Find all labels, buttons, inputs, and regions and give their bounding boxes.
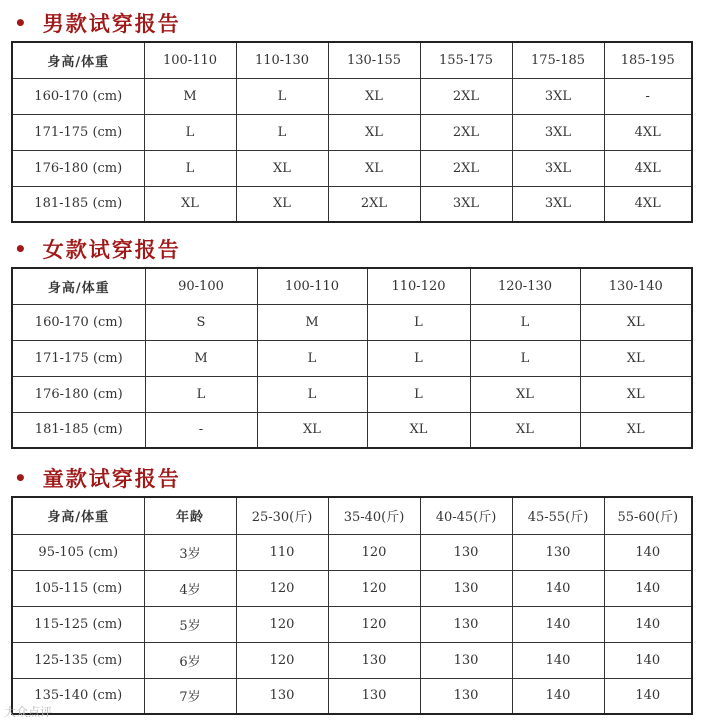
table-cell: 2XL <box>420 114 512 150</box>
table-cell: XL <box>470 376 580 412</box>
table-header-row <box>12 497 692 534</box>
table-row <box>12 186 692 222</box>
table-row <box>12 376 692 412</box>
table-cell: 3岁 <box>144 534 236 570</box>
header-cell: 55-60(斤) <box>604 497 692 534</box>
table-cell: 120 <box>236 606 328 642</box>
table-cell: 3XL <box>512 114 604 150</box>
header-cell: 身高/体重 <box>12 497 144 534</box>
table-row <box>12 114 692 150</box>
table-cell: 120 <box>328 570 420 606</box>
table-cell: 171-175 (cm) <box>12 340 145 376</box>
header-cell: 45-55(斤) <box>512 497 604 534</box>
table-cell: 2XL <box>420 150 512 186</box>
table-cell: L <box>144 150 236 186</box>
table-cell: L <box>145 376 257 412</box>
table-cell: 140 <box>512 606 604 642</box>
table-row <box>12 340 692 376</box>
table-cell: 176-180 (cm) <box>12 376 145 412</box>
table-cell: XL <box>236 150 328 186</box>
table-cell: 140 <box>604 678 692 714</box>
table-cell: 140 <box>512 642 604 678</box>
table-cell: 4XL <box>604 150 692 186</box>
table-cell: 115-125 (cm) <box>12 606 144 642</box>
table-cell: XL <box>328 114 420 150</box>
table-cell: 120 <box>328 606 420 642</box>
table-cell: L <box>257 376 367 412</box>
header-cell: 100-110 <box>257 268 367 304</box>
table-cell: L <box>257 340 367 376</box>
table-row <box>12 606 692 642</box>
header-cell: 130-140 <box>580 268 692 304</box>
table-header-row <box>12 268 692 304</box>
table-cell: 140 <box>604 534 692 570</box>
header-cell: 身高/体重 <box>12 268 145 304</box>
table-cell: 110 <box>236 534 328 570</box>
table-cell: XL <box>328 150 420 186</box>
table-cell: S <box>145 304 257 340</box>
table-cell: - <box>145 412 257 448</box>
header-cell: 25-30(斤) <box>236 497 328 534</box>
table-cell: - <box>604 78 692 114</box>
bullet-icon: • <box>14 237 29 261</box>
table-cell: 160-170 (cm) <box>12 78 144 114</box>
table-cell: XL <box>470 412 580 448</box>
table-cell: XL <box>580 376 692 412</box>
table-row <box>12 570 692 606</box>
table-cell: 130 <box>420 606 512 642</box>
table-cell: L <box>367 340 470 376</box>
header-cell: 130-155 <box>328 42 420 78</box>
table-cell: XL <box>580 412 692 448</box>
header-cell: 100-110 <box>144 42 236 78</box>
table-cell: XL <box>144 186 236 222</box>
table-cell: L <box>144 114 236 150</box>
women-size-table <box>11 267 693 449</box>
table-cell: 130 <box>420 642 512 678</box>
table-cell: 130 <box>236 678 328 714</box>
men-title-text: 男款试穿报告 <box>42 11 181 36</box>
table-cell: 125-135 (cm) <box>12 642 144 678</box>
table-cell: 140 <box>512 570 604 606</box>
men-size-table <box>11 41 693 223</box>
table-cell: 171-175 (cm) <box>12 114 144 150</box>
table-cell: 6岁 <box>144 642 236 678</box>
table-cell: L <box>367 304 470 340</box>
table-cell: 3XL <box>420 186 512 222</box>
table-row <box>12 642 692 678</box>
bullet-icon: • <box>14 466 29 490</box>
header-cell: 175-185 <box>512 42 604 78</box>
header-cell: 155-175 <box>420 42 512 78</box>
table-row <box>12 78 692 114</box>
table-cell: 130 <box>328 642 420 678</box>
table-cell: 181-185 (cm) <box>12 412 145 448</box>
table-cell: XL <box>580 304 692 340</box>
table-cell: 130 <box>512 534 604 570</box>
table-cell: 4XL <box>604 114 692 150</box>
table-cell: 5岁 <box>144 606 236 642</box>
men-section-title <box>14 10 181 36</box>
table-cell: 140 <box>604 570 692 606</box>
table-cell: 105-115 (cm) <box>12 570 144 606</box>
header-cell: 40-45(斤) <box>420 497 512 534</box>
table-cell: 120 <box>236 642 328 678</box>
kids-size-table <box>11 496 693 715</box>
table-cell: 140 <box>604 606 692 642</box>
watermark: 大众点评 <box>4 705 53 719</box>
table-cell: L <box>470 304 580 340</box>
table-cell: 4岁 <box>144 570 236 606</box>
header-cell: 185-195 <box>604 42 692 78</box>
table-cell: 3XL <box>512 150 604 186</box>
table-cell: 2XL <box>328 186 420 222</box>
table-cell: 95-105 (cm) <box>12 534 144 570</box>
header-cell: 90-100 <box>145 268 257 304</box>
table-cell: 3XL <box>512 186 604 222</box>
table-cell: M <box>145 340 257 376</box>
kids-title-text: 童款试穿报告 <box>42 466 181 491</box>
women-section-title <box>14 236 181 262</box>
table-cell: M <box>144 78 236 114</box>
bullet-icon: • <box>14 11 29 35</box>
table-row <box>12 534 692 570</box>
table-row <box>12 412 692 448</box>
table-cell: 130 <box>420 570 512 606</box>
table-row <box>12 304 692 340</box>
table-cell: M <box>257 304 367 340</box>
header-cell: 110-120 <box>367 268 470 304</box>
table-row <box>12 150 692 186</box>
table-cell: 2XL <box>420 78 512 114</box>
table-cell: 130 <box>328 678 420 714</box>
women-title-text: 女款试穿报告 <box>42 237 181 262</box>
table-row <box>12 678 692 714</box>
table-cell: 135-140 (cm) <box>12 678 144 714</box>
table-cell: 181-185 (cm) <box>12 186 144 222</box>
table-cell: 130 <box>420 534 512 570</box>
table-cell: 140 <box>604 642 692 678</box>
table-cell: 120 <box>328 534 420 570</box>
table-cell: L <box>236 78 328 114</box>
table-header-row <box>12 42 692 78</box>
table-cell: L <box>470 340 580 376</box>
table-cell: XL <box>580 340 692 376</box>
table-cell: XL <box>328 78 420 114</box>
table-cell: L <box>236 114 328 150</box>
header-cell: 120-130 <box>470 268 580 304</box>
table-cell: 176-180 (cm) <box>12 150 144 186</box>
table-cell: 120 <box>236 570 328 606</box>
table-cell: 130 <box>420 678 512 714</box>
table-cell: L <box>367 376 470 412</box>
table-cell: XL <box>257 412 367 448</box>
header-cell: 年龄 <box>144 497 236 534</box>
table-cell: 7岁 <box>144 678 236 714</box>
header-cell: 110-130 <box>236 42 328 78</box>
table-cell: 3XL <box>512 78 604 114</box>
table-cell: 160-170 (cm) <box>12 304 145 340</box>
header-cell: 身高/体重 <box>12 42 144 78</box>
table-cell: 4XL <box>604 186 692 222</box>
table-cell: XL <box>236 186 328 222</box>
table-cell: 140 <box>512 678 604 714</box>
kids-section-title <box>14 465 181 491</box>
header-cell: 35-40(斤) <box>328 497 420 534</box>
table-cell: XL <box>367 412 470 448</box>
